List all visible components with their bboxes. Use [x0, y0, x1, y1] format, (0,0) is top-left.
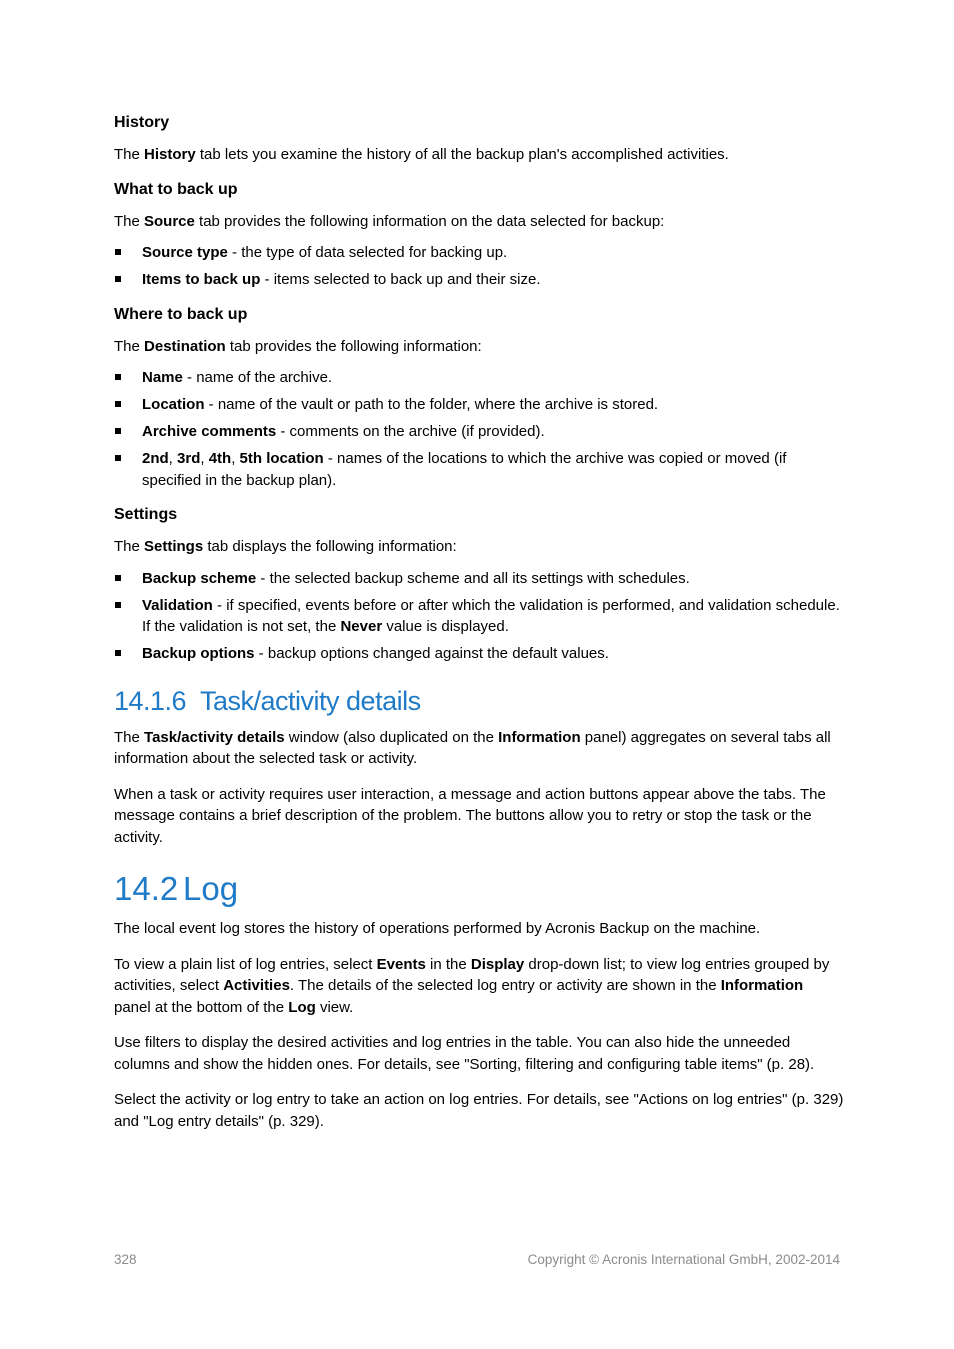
log-heading: [114, 870, 844, 908]
section-number: 14.2: [114, 870, 179, 907]
bullet-icon: [115, 276, 121, 282]
copyright-notice: Copyright © Acronis International GmbH, 2002-2014: [527, 1252, 840, 1267]
what-to-back-up-paragraph: The Source tab provides the following information on the data selected for backup:: [114, 212, 665, 230]
settings-heading: Settings: [114, 506, 178, 523]
task-details-paragraph-2: When a task or activity requires user interaction, a message and action buttons appear above the tabs. The message contains a brief description of the problem. The buttons allow you to retry or stop the task or the activity.: [114, 785, 826, 846]
list-item: 2nd, 3rd, 4th, 5th location - names of the locations to which the archive was copied or moved (if specified in the backup plan).: [114, 448, 844, 491]
list-item: Location - name of the vault or path to the folder, where the archive is stored.: [114, 394, 844, 416]
settings-list: [114, 568, 844, 665]
log-paragraph-2: To view a plain list of log entries, select Events in the Display drop-down list; to view log entries grouped by activities, select Activities. The details of the selected log entry or activity are shown in the Information panel at the bottom of the Log view.: [114, 955, 830, 1016]
list-item: Backup options - backup options changed against the default values.: [114, 643, 844, 665]
history-heading: History: [114, 114, 170, 131]
history-paragraph: The History tab lets you examine the history of all the backup plan's accomplished activities.: [114, 146, 729, 163]
bullet-icon: [115, 249, 121, 255]
log-paragraph-4: Select the activity or log entry to take an action on log entries. For details, see "Actions on log entries" (p. 329) and "Log entry details" (p. 329).: [114, 1091, 844, 1130]
bullet-icon: [115, 428, 121, 434]
bullet-icon: [115, 455, 121, 461]
bullet-icon: [115, 602, 121, 608]
log-paragraph-3: Use filters to display the desired activities and log entries in the table. You can also hide the unneeded columns and show the hidden ones. For details, see "Sorting, filtering and configuring table items" (p. 28).: [114, 1034, 815, 1073]
task-activity-details-heading: [114, 685, 844, 717]
page-number: 328: [114, 1252, 137, 1267]
bullet-icon: [115, 374, 121, 380]
page-footer: [114, 1252, 840, 1267]
list-item: Validation - if specified, events before or after which the validation is performed, and validation schedule. If the validation is not set, the Never value is displayed.: [114, 595, 844, 638]
list-item: Backup scheme - the selected backup scheme and all its settings with schedules.: [114, 568, 844, 590]
section-title: Log: [183, 870, 239, 907]
source-list: [114, 242, 844, 291]
list-item: Name - name of the archive.: [114, 367, 844, 389]
settings-paragraph: The Settings tab displays the following information:: [114, 538, 457, 555]
what-to-back-up-heading: What to back up: [114, 180, 238, 198]
bullet-icon: [115, 650, 121, 656]
task-details-paragraph-1: The Task/activity details window (also duplicated on the Information panel) aggregates on several tabs all information about the selected task or activity.: [114, 728, 831, 767]
list-item: Source type - the type of data selected for backing up.: [114, 242, 844, 264]
list-item: Archive comments - comments on the archive (if provided).: [114, 421, 844, 443]
list-item: Items to back up - items selected to back up and their size.: [114, 269, 844, 291]
bullet-icon: [115, 575, 121, 581]
document-page: [114, 112, 844, 1132]
log-paragraph-1: The local event log stores the history of operations performed by Acronis Backup on the machine.: [114, 920, 761, 937]
where-to-back-up-paragraph: The Destination tab provides the following information:: [114, 337, 482, 355]
destination-list: [114, 367, 844, 491]
where-to-back-up-heading: Where to back up: [114, 305, 248, 323]
section-title: Task/activity details: [200, 685, 421, 716]
bullet-icon: [115, 401, 121, 407]
section-number: 14.1.6: [114, 685, 187, 716]
